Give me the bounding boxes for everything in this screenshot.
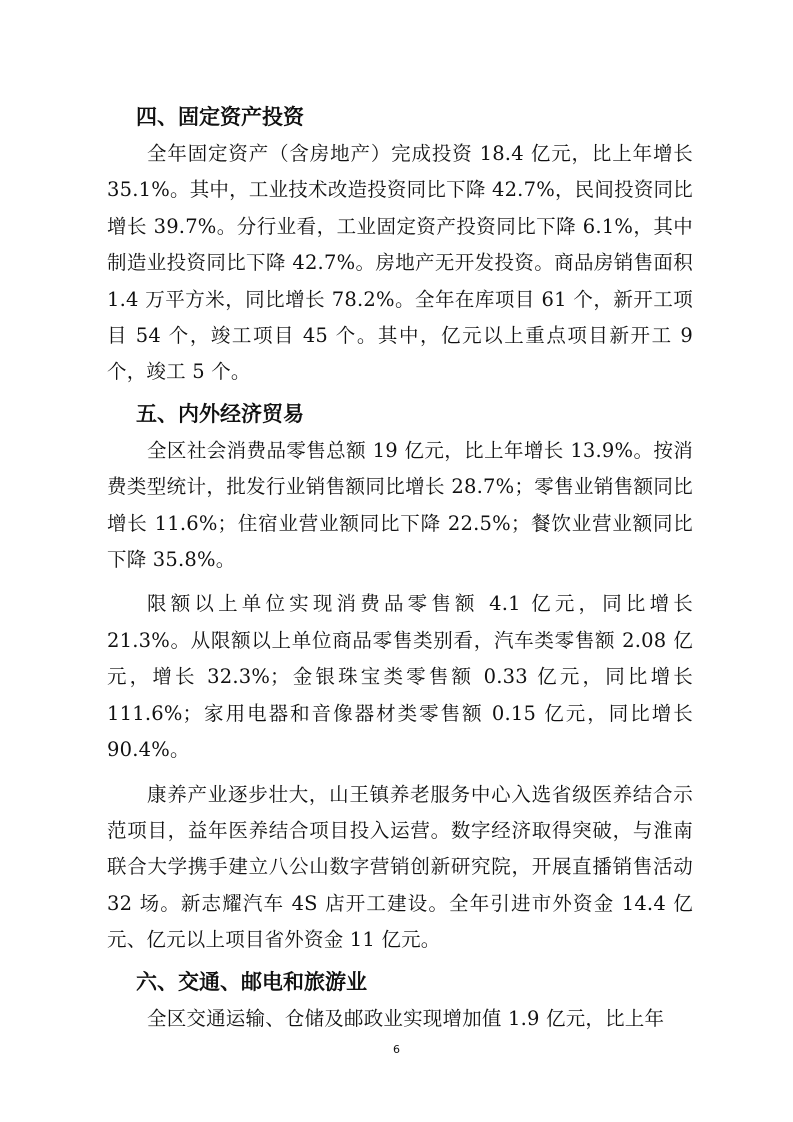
section-heading-fixed-asset-investment: 四、固定资产投资: [136, 105, 304, 129]
page-number: 6: [393, 1043, 400, 1056]
paragraph: 限额以上单位实现消费品零售额 4.1 亿元，同比增长 21.3%。从限额以上单位商品零售类别看，汽车类零售额 2.08 亿元，增长 32.3%；金银珠宝类零售额 0.33 亿元，同比增长 111.6%；家用电器和音像器材类零售额 0.15 亿元，同比增长 90.4%。: [107, 592, 693, 762]
paragraph: 全区交通运输、仓储及邮政业实现增加值 1.9 亿元，比上年: [147, 1006, 665, 1030]
page-content: [107, 98, 693, 1037]
paragraph: 全区社会消费品零售总额 19 亿元，比上年增长 13.9%。按消费类型统计，批发行业销售额同比增长 28.7%；零售业销售额同比增长 11.6%；住宿业营业额同比下降 22.5%；餐饮业营业额同比下降 35.8%。: [107, 438, 693, 572]
section-heading-domestic-foreign-trade: 五、内外经济贸易: [136, 401, 304, 426]
paragraph: 全年固定资产（含房地产）完成投资 18.4 亿元，比上年增长 35.1%。其中，工业技术改造投资同比下降 42.7%，民间投资同比增长 39.7%。分行业看，工业固定资产投资同比下降 6.1%，其中制造业投资同比下降 42.7%。房地产无开发投资。商品房销售面积 1.4 万平方米，同比增长 78.2%。全年在库项目 61 个，新开工项目 54 个，竣工项目 45 个。其中，亿元以上重点项目新开工 9 个，竣工 5 个。: [107, 142, 693, 384]
section-heading-transport-post-tourism: 六、交通、邮电和旅游业: [136, 969, 367, 994]
paragraph: 康养产业逐步壮大，山王镇养老服务中心入选省级医养结合示范项目，益年医养结合项目投入运营。数字经济取得突破，与淮南联合大学携手建立八公山数字营销创新研究院，开展直播销售活动 32 场。新志耀汽车 4S 店开工建设。全年引进市外资金 14.4 亿元、亿元以上项目省外资金 11 亿元。: [107, 782, 693, 952]
